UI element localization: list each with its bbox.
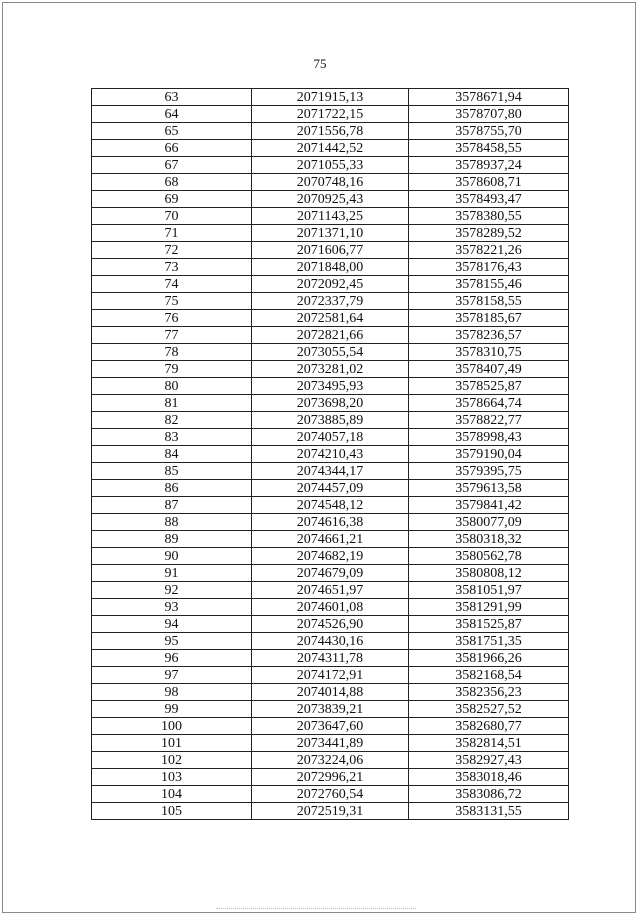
table-row bbox=[92, 718, 569, 735]
x-coordinate-cell: 2071055,33 bbox=[252, 157, 409, 174]
table-row bbox=[92, 344, 569, 361]
point-number-cell: 82 bbox=[92, 412, 252, 429]
point-number-cell: 101 bbox=[92, 735, 252, 752]
table-row bbox=[92, 446, 569, 463]
table-row bbox=[92, 463, 569, 480]
y-coordinate-cell: 3582168,54 bbox=[409, 667, 569, 684]
x-coordinate-cell: 2073839,21 bbox=[252, 701, 409, 718]
y-coordinate-cell: 3578671,94 bbox=[409, 89, 569, 106]
table-row bbox=[92, 633, 569, 650]
point-number-cell: 94 bbox=[92, 616, 252, 633]
y-coordinate-cell: 3582927,43 bbox=[409, 752, 569, 769]
point-number-cell: 76 bbox=[92, 310, 252, 327]
table-row bbox=[92, 89, 569, 106]
y-coordinate-cell: 3582680,77 bbox=[409, 718, 569, 735]
point-number-cell: 95 bbox=[92, 633, 252, 650]
table-row bbox=[92, 174, 569, 191]
y-coordinate-cell: 3578608,71 bbox=[409, 174, 569, 191]
page-number: 75 bbox=[313, 56, 327, 71]
table-row bbox=[92, 327, 569, 344]
table-row bbox=[92, 276, 569, 293]
y-coordinate-cell: 3578525,87 bbox=[409, 378, 569, 395]
table-row bbox=[92, 242, 569, 259]
table-row bbox=[92, 310, 569, 327]
table-row bbox=[92, 480, 569, 497]
point-number-cell: 77 bbox=[92, 327, 252, 344]
table-row bbox=[92, 225, 569, 242]
point-number-cell: 68 bbox=[92, 174, 252, 191]
y-coordinate-cell: 3583018,46 bbox=[409, 769, 569, 786]
x-coordinate-cell: 2074430,16 bbox=[252, 633, 409, 650]
y-coordinate-cell: 3578937,24 bbox=[409, 157, 569, 174]
table-row bbox=[92, 514, 569, 531]
table-row bbox=[92, 259, 569, 276]
table-row bbox=[92, 157, 569, 174]
point-number-cell: 100 bbox=[92, 718, 252, 735]
y-coordinate-cell: 3578822,77 bbox=[409, 412, 569, 429]
x-coordinate-cell: 2073441,89 bbox=[252, 735, 409, 752]
y-coordinate-cell: 3578310,75 bbox=[409, 344, 569, 361]
y-coordinate-cell: 3580808,12 bbox=[409, 565, 569, 582]
x-coordinate-cell: 2074616,38 bbox=[252, 514, 409, 531]
point-number-cell: 87 bbox=[92, 497, 252, 514]
point-number-cell: 84 bbox=[92, 446, 252, 463]
y-coordinate-cell: 3580562,78 bbox=[409, 548, 569, 565]
x-coordinate-cell: 2073698,20 bbox=[252, 395, 409, 412]
table-row bbox=[92, 293, 569, 310]
y-coordinate-cell: 3579841,42 bbox=[409, 497, 569, 514]
x-coordinate-cell: 2074682,19 bbox=[252, 548, 409, 565]
point-number-cell: 91 bbox=[92, 565, 252, 582]
y-coordinate-cell: 3578493,47 bbox=[409, 191, 569, 208]
y-coordinate-cell: 3578185,67 bbox=[409, 310, 569, 327]
x-coordinate-cell: 2073495,93 bbox=[252, 378, 409, 395]
point-number-cell: 103 bbox=[92, 769, 252, 786]
table-row bbox=[92, 667, 569, 684]
point-number-cell: 72 bbox=[92, 242, 252, 259]
point-number-cell: 83 bbox=[92, 429, 252, 446]
point-number-cell: 102 bbox=[92, 752, 252, 769]
table-row bbox=[92, 650, 569, 667]
x-coordinate-cell: 2070925,43 bbox=[252, 191, 409, 208]
table-row bbox=[92, 582, 569, 599]
table-row bbox=[92, 378, 569, 395]
point-number-cell: 85 bbox=[92, 463, 252, 480]
point-number-cell: 104 bbox=[92, 786, 252, 803]
x-coordinate-cell: 2071915,13 bbox=[252, 89, 409, 106]
y-coordinate-cell: 3581291,99 bbox=[409, 599, 569, 616]
x-coordinate-cell: 2074679,09 bbox=[252, 565, 409, 582]
y-coordinate-cell: 3578407,49 bbox=[409, 361, 569, 378]
y-coordinate-cell: 3582527,52 bbox=[409, 701, 569, 718]
x-coordinate-cell: 2074548,12 bbox=[252, 497, 409, 514]
x-coordinate-cell: 2071848,00 bbox=[252, 259, 409, 276]
table-row bbox=[92, 684, 569, 701]
point-number-cell: 67 bbox=[92, 157, 252, 174]
y-coordinate-cell: 3579613,58 bbox=[409, 480, 569, 497]
x-coordinate-cell: 2071606,77 bbox=[252, 242, 409, 259]
point-number-cell: 79 bbox=[92, 361, 252, 378]
y-coordinate-cell: 3578176,43 bbox=[409, 259, 569, 276]
table-row bbox=[92, 140, 569, 157]
x-coordinate-cell: 2073055,54 bbox=[252, 344, 409, 361]
y-coordinate-cell: 3581966,26 bbox=[409, 650, 569, 667]
y-coordinate-cell: 3581751,35 bbox=[409, 633, 569, 650]
point-number-cell: 98 bbox=[92, 684, 252, 701]
x-coordinate-cell: 2074311,78 bbox=[252, 650, 409, 667]
x-coordinate-cell: 2074057,18 bbox=[252, 429, 409, 446]
y-coordinate-cell: 3583131,55 bbox=[409, 803, 569, 820]
x-coordinate-cell: 2073885,89 bbox=[252, 412, 409, 429]
point-number-cell: 90 bbox=[92, 548, 252, 565]
y-coordinate-cell: 3578236,57 bbox=[409, 327, 569, 344]
point-number-cell: 96 bbox=[92, 650, 252, 667]
y-coordinate-cell: 3582356,23 bbox=[409, 684, 569, 701]
x-coordinate-cell: 2071143,25 bbox=[252, 208, 409, 225]
y-coordinate-cell: 3579395,75 bbox=[409, 463, 569, 480]
x-coordinate-cell: 2071556,78 bbox=[252, 123, 409, 140]
x-coordinate-cell: 2073647,60 bbox=[252, 718, 409, 735]
y-coordinate-cell: 3578664,74 bbox=[409, 395, 569, 412]
y-coordinate-cell: 3578458,55 bbox=[409, 140, 569, 157]
x-coordinate-cell: 2071371,10 bbox=[252, 225, 409, 242]
x-coordinate-cell: 2070748,16 bbox=[252, 174, 409, 191]
table-row bbox=[92, 786, 569, 803]
table-row bbox=[92, 208, 569, 225]
coordinates-table bbox=[91, 88, 569, 820]
table-row bbox=[92, 361, 569, 378]
x-coordinate-cell: 2074014,88 bbox=[252, 684, 409, 701]
point-number-cell: 70 bbox=[92, 208, 252, 225]
table-row bbox=[92, 701, 569, 718]
point-number-cell: 89 bbox=[92, 531, 252, 548]
point-number-cell: 80 bbox=[92, 378, 252, 395]
x-coordinate-cell: 2072337,79 bbox=[252, 293, 409, 310]
y-coordinate-cell: 3578221,26 bbox=[409, 242, 569, 259]
point-number-cell: 75 bbox=[92, 293, 252, 310]
point-number-cell: 92 bbox=[92, 582, 252, 599]
table-row bbox=[92, 769, 569, 786]
table-row bbox=[92, 803, 569, 820]
point-number-cell: 69 bbox=[92, 191, 252, 208]
footer-divider bbox=[216, 908, 416, 909]
table-row bbox=[92, 599, 569, 616]
x-coordinate-cell: 2072092,45 bbox=[252, 276, 409, 293]
y-coordinate-cell: 3579190,04 bbox=[409, 446, 569, 463]
point-number-cell: 88 bbox=[92, 514, 252, 531]
y-coordinate-cell: 3578289,52 bbox=[409, 225, 569, 242]
y-coordinate-cell: 3582814,51 bbox=[409, 735, 569, 752]
point-number-cell: 93 bbox=[92, 599, 252, 616]
point-number-cell: 66 bbox=[92, 140, 252, 157]
table-row bbox=[92, 565, 569, 582]
x-coordinate-cell: 2072581,64 bbox=[252, 310, 409, 327]
table-row bbox=[92, 548, 569, 565]
y-coordinate-cell: 3578158,55 bbox=[409, 293, 569, 310]
point-number-cell: 64 bbox=[92, 106, 252, 123]
coordinates-table-body bbox=[92, 89, 569, 820]
y-coordinate-cell: 3578380,55 bbox=[409, 208, 569, 225]
y-coordinate-cell: 3580318,32 bbox=[409, 531, 569, 548]
y-coordinate-cell: 3578707,80 bbox=[409, 106, 569, 123]
point-number-cell: 81 bbox=[92, 395, 252, 412]
table-row bbox=[92, 616, 569, 633]
x-coordinate-cell: 2074344,17 bbox=[252, 463, 409, 480]
point-number-cell: 63 bbox=[92, 89, 252, 106]
x-coordinate-cell: 2071442,52 bbox=[252, 140, 409, 157]
x-coordinate-cell: 2072760,54 bbox=[252, 786, 409, 803]
table-row bbox=[92, 497, 569, 514]
table-row bbox=[92, 412, 569, 429]
x-coordinate-cell: 2074526,90 bbox=[252, 616, 409, 633]
x-coordinate-cell: 2074651,97 bbox=[252, 582, 409, 599]
point-number-cell: 74 bbox=[92, 276, 252, 293]
table-row bbox=[92, 735, 569, 752]
table-row bbox=[92, 106, 569, 123]
table-row bbox=[92, 752, 569, 769]
x-coordinate-cell: 2071722,15 bbox=[252, 106, 409, 123]
y-coordinate-cell: 3581525,87 bbox=[409, 616, 569, 633]
point-number-cell: 97 bbox=[92, 667, 252, 684]
table-row bbox=[92, 191, 569, 208]
x-coordinate-cell: 2074172,91 bbox=[252, 667, 409, 684]
y-coordinate-cell: 3578155,46 bbox=[409, 276, 569, 293]
y-coordinate-cell: 3581051,97 bbox=[409, 582, 569, 599]
point-number-cell: 86 bbox=[92, 480, 252, 497]
x-coordinate-cell: 2073281,02 bbox=[252, 361, 409, 378]
point-number-cell: 65 bbox=[92, 123, 252, 140]
point-number-cell: 78 bbox=[92, 344, 252, 361]
table-row bbox=[92, 395, 569, 412]
table-row bbox=[92, 123, 569, 140]
y-coordinate-cell: 3578998,43 bbox=[409, 429, 569, 446]
point-number-cell: 73 bbox=[92, 259, 252, 276]
table-row bbox=[92, 531, 569, 548]
x-coordinate-cell: 2074661,21 bbox=[252, 531, 409, 548]
y-coordinate-cell: 3580077,09 bbox=[409, 514, 569, 531]
x-coordinate-cell: 2074210,43 bbox=[252, 446, 409, 463]
x-coordinate-cell: 2072821,66 bbox=[252, 327, 409, 344]
table-row bbox=[92, 429, 569, 446]
point-number-cell: 99 bbox=[92, 701, 252, 718]
point-number-cell: 71 bbox=[92, 225, 252, 242]
x-coordinate-cell: 2072996,21 bbox=[252, 769, 409, 786]
x-coordinate-cell: 2072519,31 bbox=[252, 803, 409, 820]
x-coordinate-cell: 2074457,09 bbox=[252, 480, 409, 497]
point-number-cell: 105 bbox=[92, 803, 252, 820]
x-coordinate-cell: 2073224,06 bbox=[252, 752, 409, 769]
y-coordinate-cell: 3578755,70 bbox=[409, 123, 569, 140]
y-coordinate-cell: 3583086,72 bbox=[409, 786, 569, 803]
x-coordinate-cell: 2074601,08 bbox=[252, 599, 409, 616]
